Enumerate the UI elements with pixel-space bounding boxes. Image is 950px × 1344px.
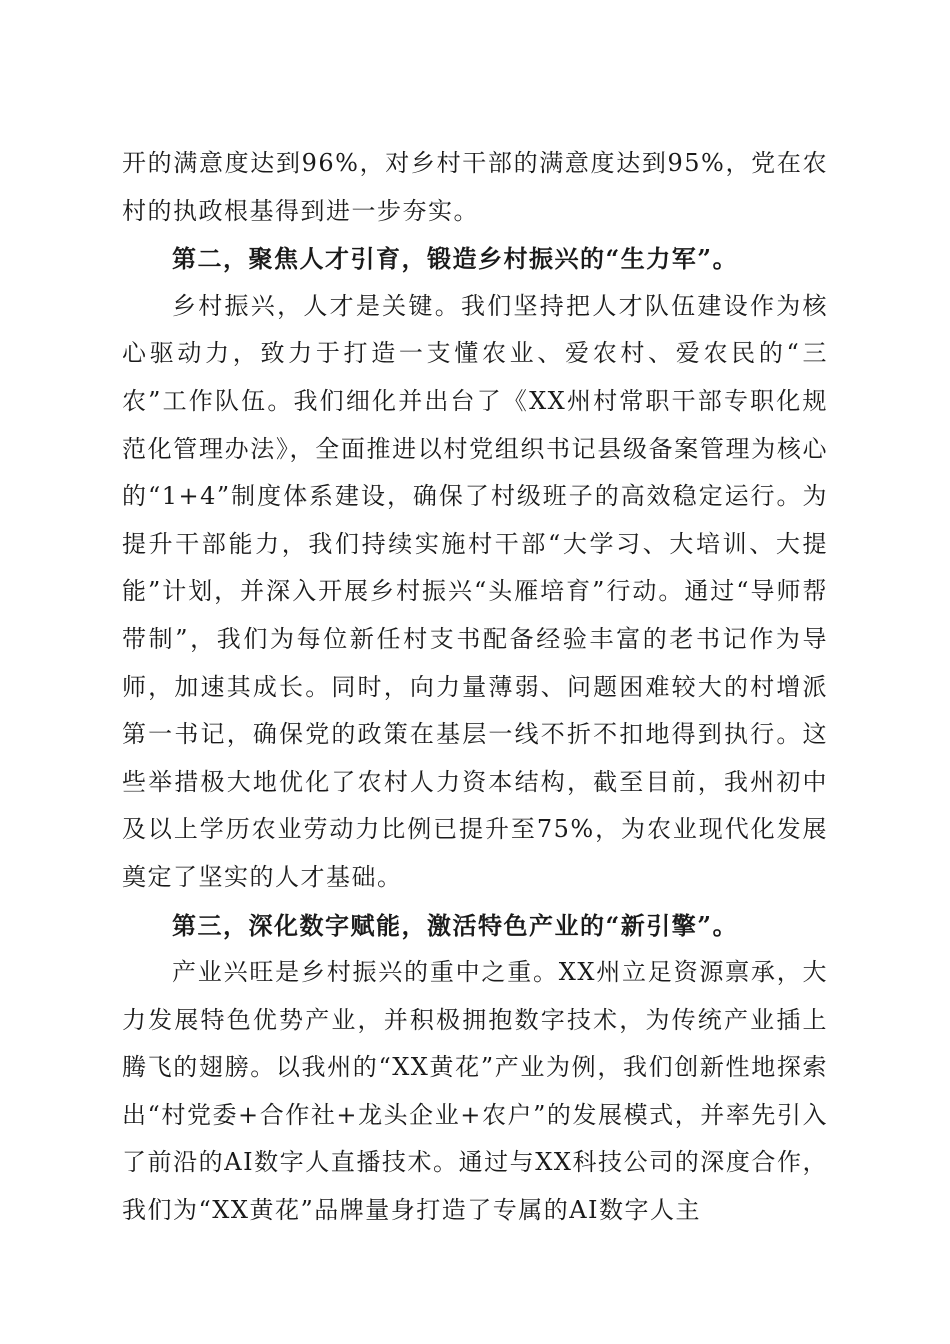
paragraph-industry: 产业兴旺是乡村振兴的重中之重。XX州立足资源禀承，大力发展特色优势产业，并积极拥抱数字技术，为传统产业插上腾飞的翅膀。以我州的“XX黄花”产业为例，我们创新性地探索出“村党委+合作社+龙头企业+农户”的发展模式，并率先引入了前沿的AI数字人直播技术。通过与XX科技公司的深度合作，我们为“XX黄花”品牌量身打造了专属的AI数字人主: [122, 958, 828, 1225]
document-body: [122, 140, 828, 1235]
section-heading-third: 第三，深化数字赋能，激活特色产业的“新引擎”。: [172, 910, 739, 940]
paragraph-continuation: 开的满意度达到96%，对乡村干部的满意度达到95%，党在农村的执政根基得到进一步夯实。: [122, 149, 828, 225]
section-heading-second: 第二，聚焦人才引育，锻造乡村振兴的“生力军”。: [172, 244, 739, 274]
paragraph-talent: 乡村振兴，人才是关键。我们坚持把人才队伍建设作为核心驱动力，致力于打造一支懂农业、爱农村、爱农民的“三农”工作队伍。我们细化并出台了《XX州村常职干部专职化规范化管理办法》，全面推进以村党组织书记县级备案管理为核心的“1+4”制度体系建设，确保了村级班子的高效稳定运行。为提升干部能力，我们持续实施村干部“大学习、大培训、大提能”计划，并深入开展乡村振兴“头雁培育”行动。通过“导师帮带制”，我们为每位新任村支书配备经验丰富的老书记作为导师，加速其成长。同时，向力量薄弱、问题困难较大的村增派第一书记，确保党的政策在基层一线不折不扣地得到执行。这些举措极大地优化了农村人力资本结构，截至目前，我州初中及以上学历农业劳动力比例已提升至75%，为农业现代化发展奠定了坚实的人才基础。: [122, 291, 828, 891]
